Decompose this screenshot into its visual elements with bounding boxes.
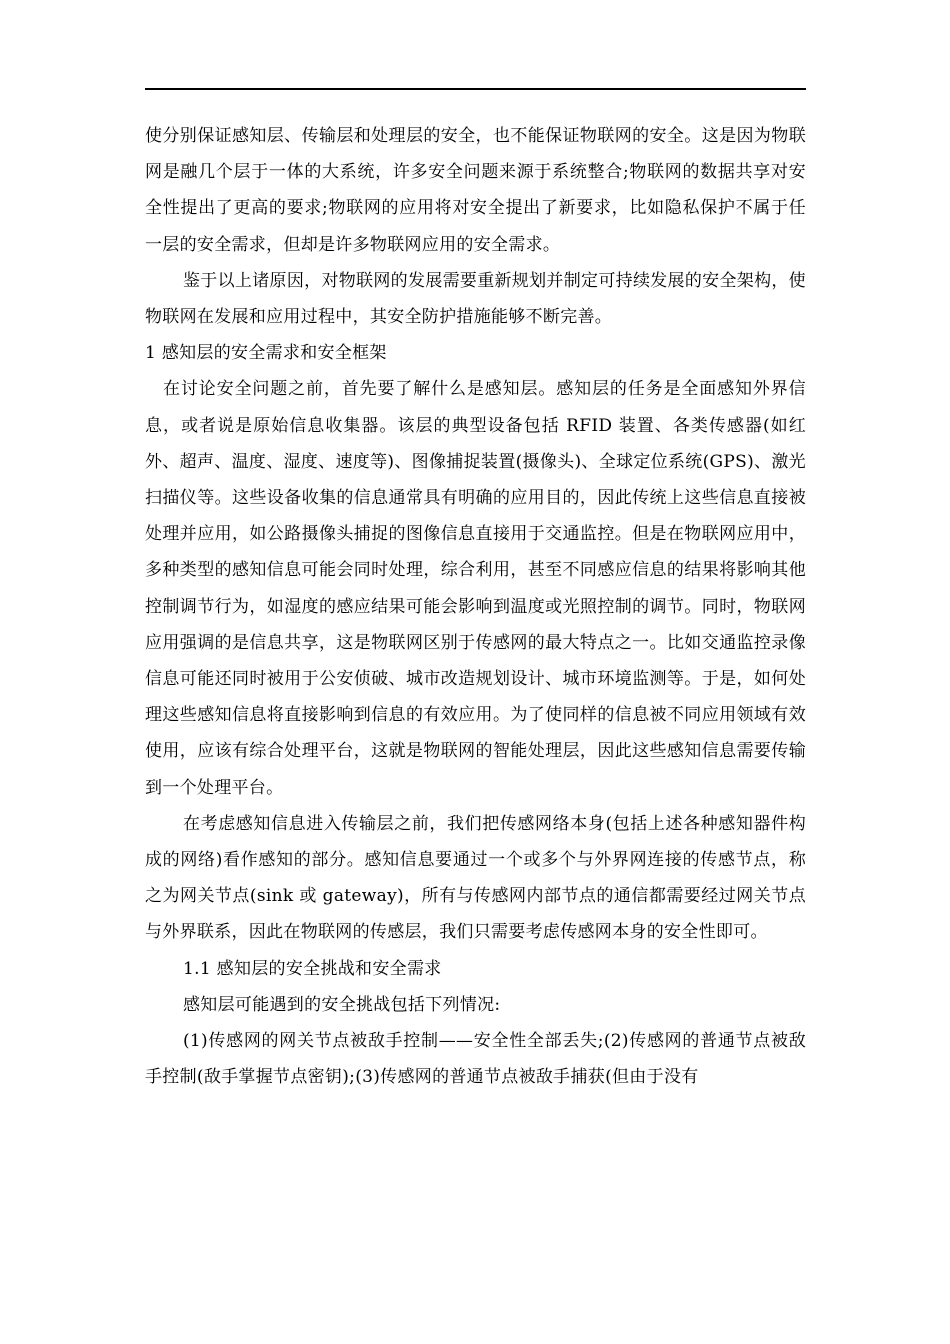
paragraph-continuation: 使分别保证感知层、传输层和处理层的安全，也不能保证物联网的安全。这是因为物联网是融几个层于一体的大系统，许多安全问题来源于系统整合;物联网的数据共享对安全性提出了更高的要求;物联网的应用将对安全提出了新要求，比如隐私保护不属于任一层的安全需求，但却是许多物联网应用的安全需求。 [145,126,806,255]
paragraph-challenges-list: (1)传感网的网关节点被敌手控制——安全性全部丢失;(2)传感网的普通节点被敌手控制(敌手掌握节点密钥);(3)传感网的普通节点被敌手捕获(但由于没有 [145,1031,806,1088]
document-body [145,118,806,1095]
section-heading-1: 1 感知层的安全需求和安全框架 [145,343,387,364]
paragraph-reasons: 鉴于以上诸原因，对物联网的发展需要重新规划并制定可持续发展的安全架构，使物联网在发展和应用过程中，其安全防护措施能够不断完善。 [145,270,806,328]
section-heading-1-1: 1.1 感知层的安全挑战和安全需求 [183,958,442,979]
paragraph-perception-layer: 在讨论安全问题之前，首先要了解什么是感知层。感知层的任务是全面感知外界信息，或者说是原始信息收集器。该层的典型设备包括 RFID 装置、各类传感器(如红外、超声、温度、湿度、速度等)、图像捕捉装置(摄像头)、全球定位系统(GPS)、激光扫描仪等。这些设备收集的信息通常具有明确的应用目的，因此传统上这些信息直接被处理并应用，如公路摄像头捕捉的图像信息直接用于交通监控。但是在物联网应用中，多种类型的感知信息可能会同时处理，综合利用，甚至不同感应信息的结果将影响其他控制调节行为，如湿度的感应结果可能会影响到温度或光照控制的调节。同时，物联网应用强调的是信息共享，这是物联网区别于传感网的最大特点之一。比如交通监控录像信息可能还同时被用于公安侦破、城市改造规划设计、城市环境监测等。于是，如何处理这些感知信息将直接影响到信息的有效应用。为了使同样的信息被不同应用领域有效使用，应该有综合处理平台，这就是物联网的智能处理层，因此这些感知信息需要传输到一个处理平台。 [145,379,806,798]
paragraph-challenges-intro: 感知层可能遇到的安全挑战包括下列情况: [183,994,501,1015]
header-rule [145,88,806,90]
paragraph-sensor-network: 在考虑感知信息进入传输层之前，我们把传感网络本身(包括上述各种感知器件构成的网络)看作感知的部分。感知信息要通过一个或多个与外界网连接的传感节点，称之为网关节点(sink 或 gateway)，所有与传感网内部节点的通信都需要经过网关节点与外界联系，因此在物联网的传感层，我们只需要考虑传感网本身的安全性即可。 [145,813,806,943]
